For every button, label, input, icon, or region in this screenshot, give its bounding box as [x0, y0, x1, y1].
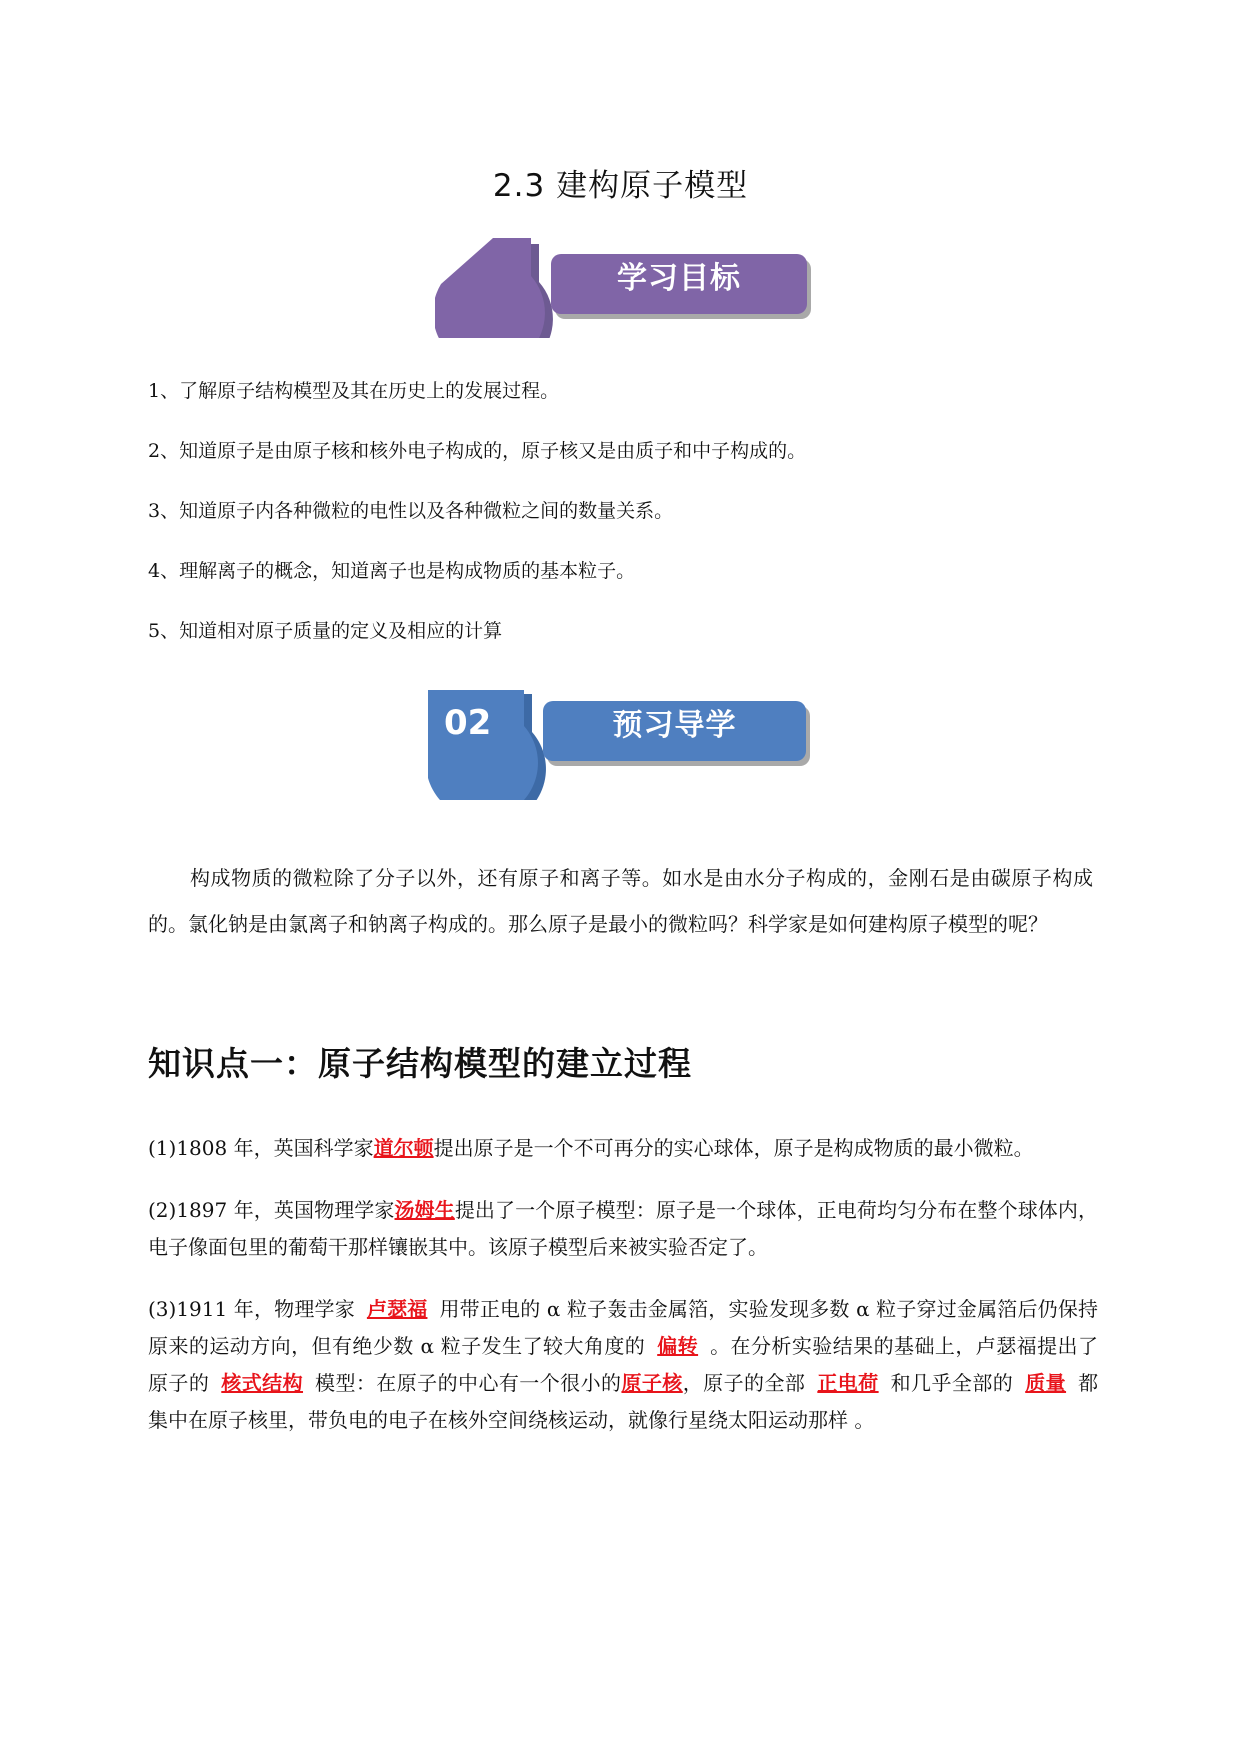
objective-item: 2、知道原子是由原子核和核外电子构成的，原子核又是由质子和中子构成的。: [148, 440, 807, 462]
intro-paragraph: 构成物质的微粒除了分子以外，还有原子和离子等。如水是由水分子构成的，金刚石是由碳原子构成的。氯化钠是由氯离子和钠离子构成的。那么原子是最小的微粒吗？科学家是如何建构原子模型的呢？: [148, 866, 1093, 936]
item-text: 。在分析实验结果的基础上，卢瑟福提出了原子的: [148, 1334, 1099, 1395]
history-item-2: [148, 1192, 1098, 1266]
item-text: 提出原子是一个不可再分的实心球体，原子是构成物质的最小微粒。: [433, 1136, 1034, 1160]
objective-item: 5、知道相对原子质量的定义及相应的计算: [148, 620, 503, 642]
learning-goals-label: 学习目标: [617, 261, 741, 296]
objective-item: 4、理解离子的概念，知道离子也是构成物质的基本粒子。: [148, 560, 636, 582]
item-text: (1)1808 年，英国科学家: [148, 1136, 374, 1160]
preview-bar: [543, 701, 806, 761]
answer-blank: 偏转: [657, 1334, 699, 1358]
answer-blank: 核式结构: [221, 1371, 304, 1395]
item-text: 都集中在原子核里，带负电的电子在核外空间绕核运动，就像行星绕太阳运动那样 。: [148, 1371, 1099, 1432]
objective-item: 3、知道原子内各种微粒的电性以及各种微粒之间的数量关系。: [148, 500, 674, 522]
objectives-list: [148, 376, 806, 676]
answer-blank: 卢瑟福: [366, 1297, 428, 1321]
page-title: 2.3 建构原子模型: [492, 168, 749, 204]
preview-label: 预习导学: [612, 708, 737, 743]
learning-goals-bar: [551, 254, 807, 314]
section-number: 02: [444, 703, 492, 743]
learning-goals-banner: [435, 238, 855, 338]
item-text: 用带正电的 α 粒子轰击金属箔，实验发现多数 α 粒子穿过金属箔后仍保持原来的运动方向，但有绝少数 α 粒子发生了较大角度的: [148, 1297, 1098, 1358]
objective-item: 1、了解原子结构模型及其在历史上的发展过程。: [148, 380, 560, 402]
item-text: ，原子的全部: [682, 1371, 806, 1395]
preview-banner: [428, 690, 848, 790]
item-text: 模型：在原子的中心有一个很小的: [315, 1371, 622, 1395]
answer-blank: 质量: [1025, 1371, 1067, 1395]
item-text: 和几乎全部的: [890, 1371, 1014, 1395]
item-text: (2)1897 年，英国物理学家: [148, 1198, 395, 1222]
answer-blank: 道尔顿: [373, 1136, 434, 1160]
answer-blank: 正电荷: [817, 1371, 879, 1395]
knowledge-point-heading: 知识点一：原子结构模型的建立过程: [148, 1044, 692, 1083]
item-text: 提出了一个原子模型：原子是一个球体，正电荷均匀分布在整个球体内，电子像面包里的葡萄干那样镶嵌其中。该原子模型后来被实验否定了。: [148, 1198, 1099, 1259]
item-text: (3)1911 年，物理学家: [148, 1297, 355, 1321]
history-item-3: [148, 1291, 1098, 1439]
answer-blank: 汤姆生: [394, 1198, 455, 1222]
answer-blank: 原子核: [621, 1371, 683, 1395]
history-item-1: [148, 1130, 1098, 1167]
